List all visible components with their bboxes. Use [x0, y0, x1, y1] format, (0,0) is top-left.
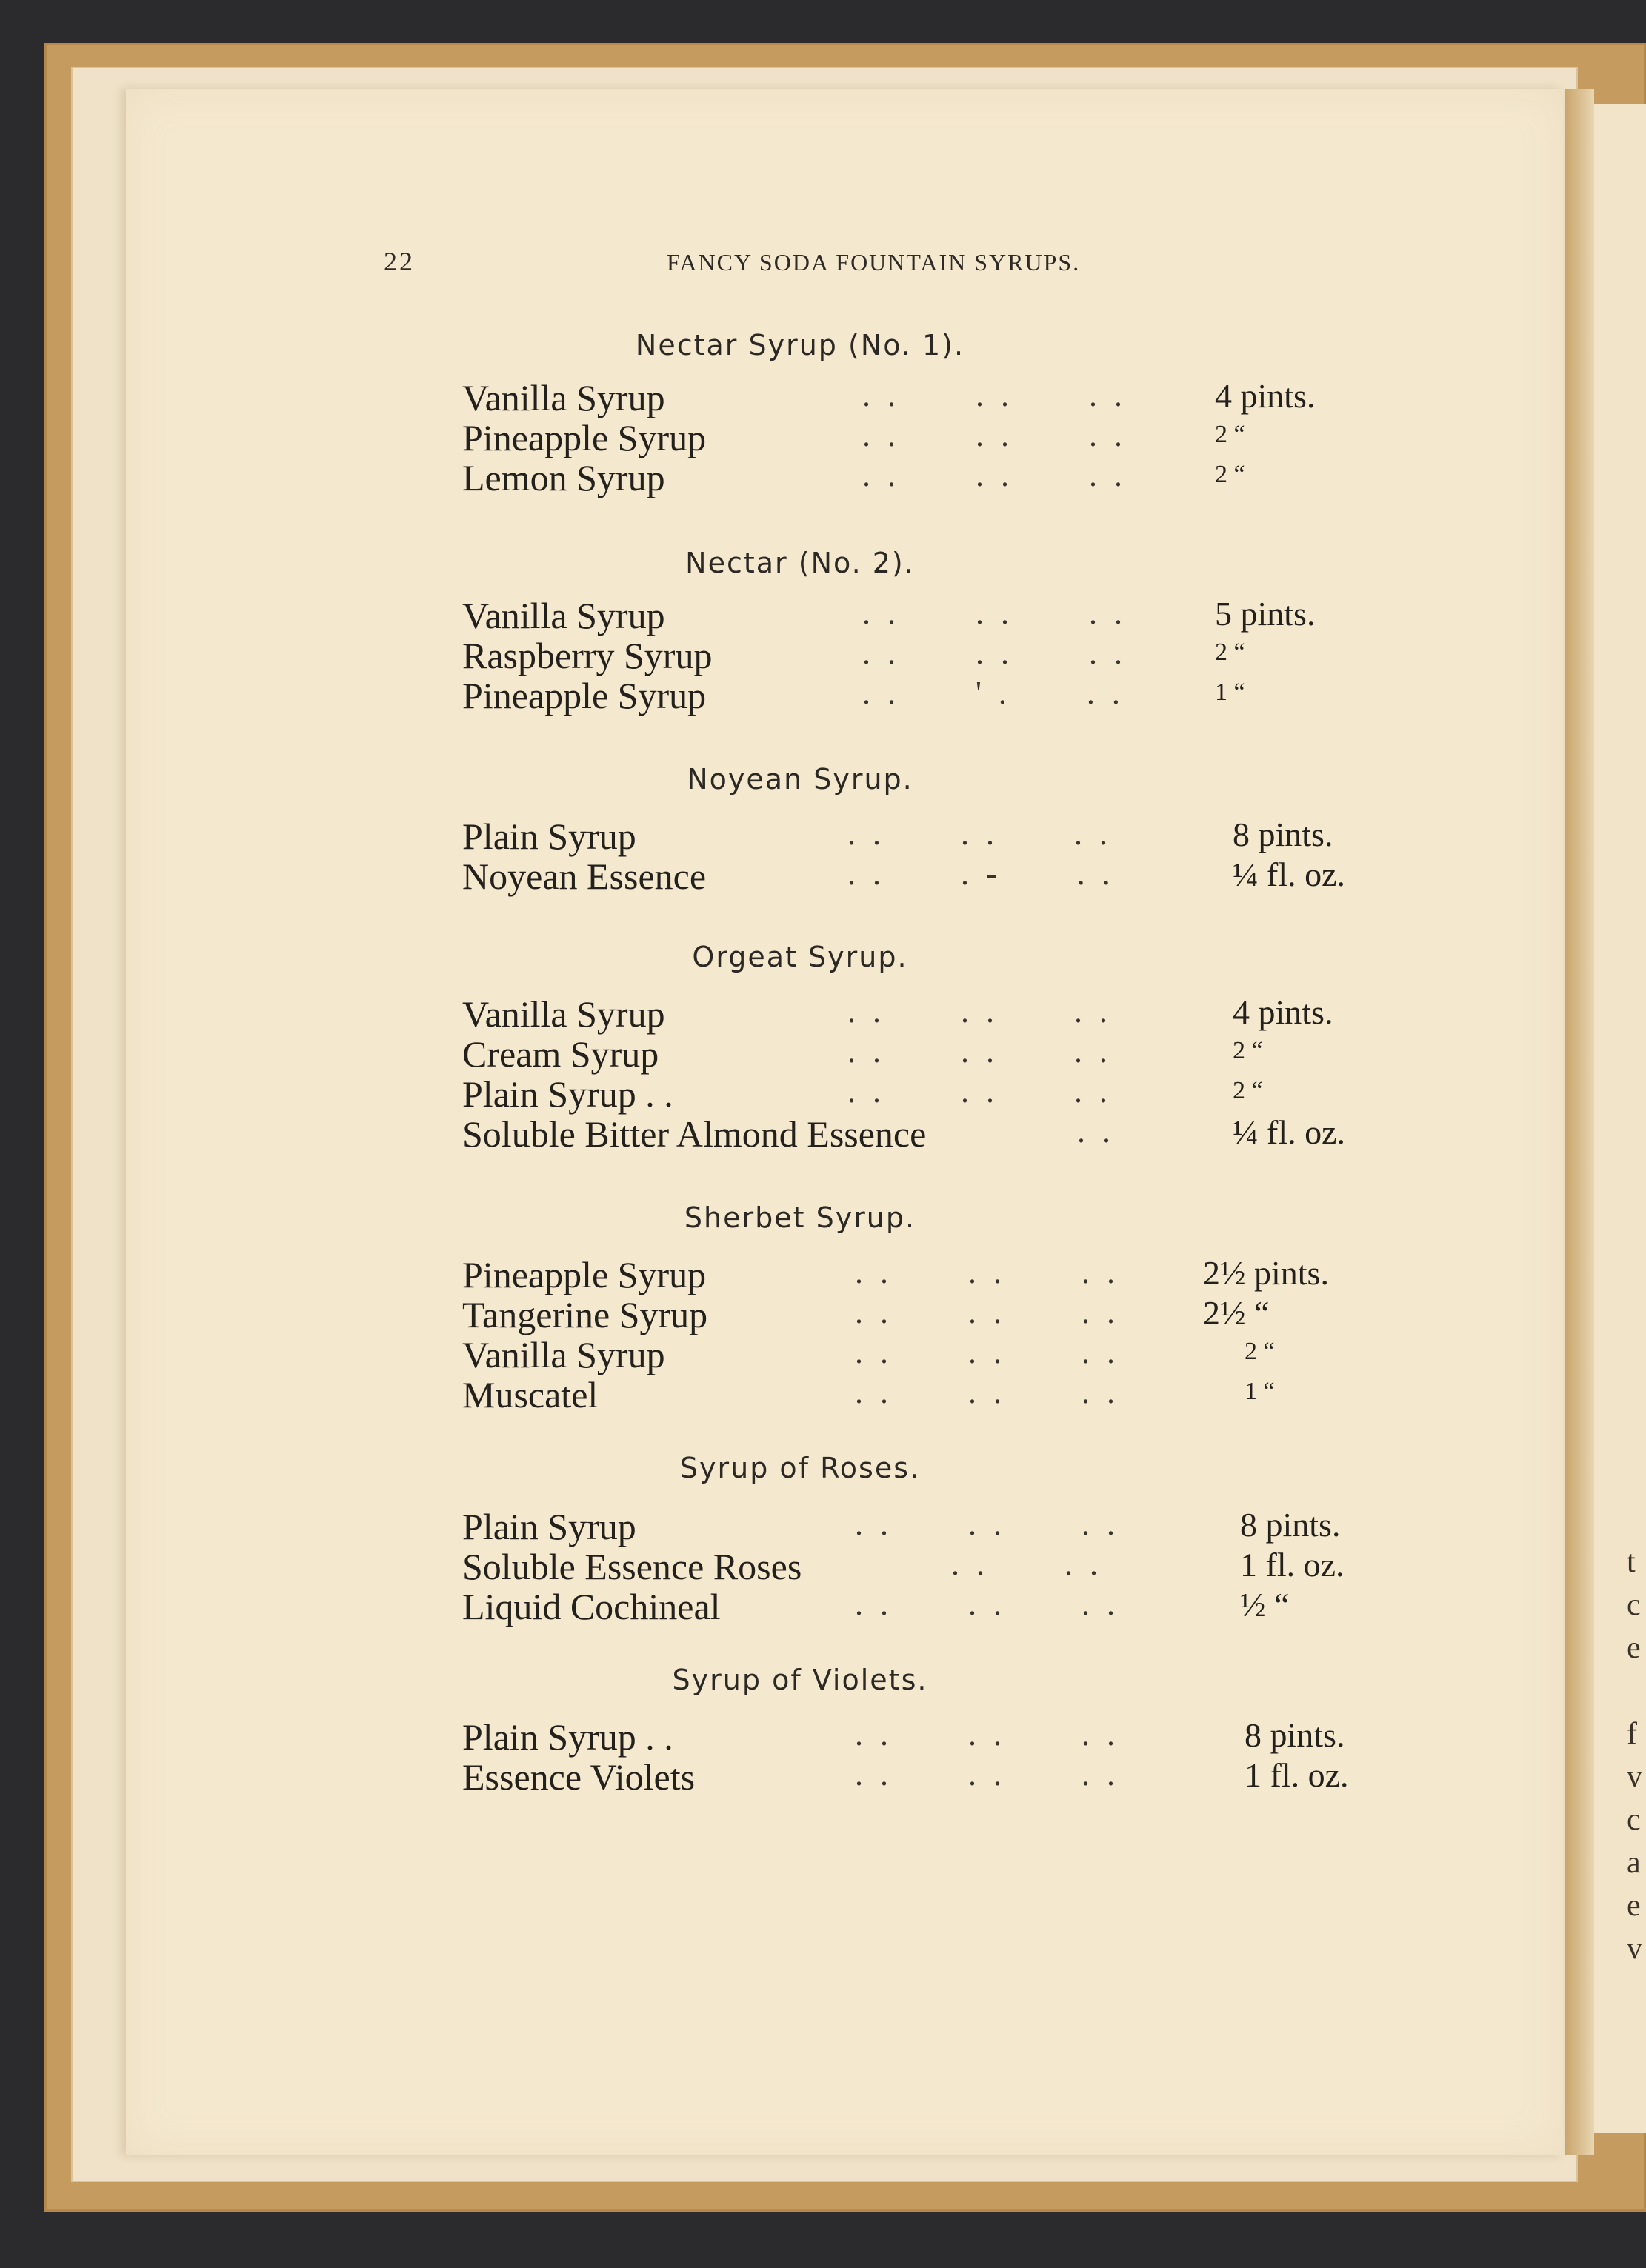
recipe-row: [462, 1755, 1381, 1798]
leader-dots: . . . . . .: [862, 635, 1127, 671]
leader-dots: . . . . . .: [847, 1073, 1112, 1110]
section-title: Orgeat Syrup.: [692, 941, 908, 973]
ingredient-quantity: 1 fl. oz.: [1245, 1756, 1349, 1794]
leader-dots: . . . - . .: [847, 855, 1115, 892]
recipe-row: [462, 1113, 1381, 1153]
ingredient-quantity: 2 “: [1233, 1037, 1263, 1064]
ingredient-quantity: 1 fl. oz.: [1240, 1546, 1345, 1584]
facing-page-text: t c e f v c a e v: [1627, 1545, 1642, 1966]
ingredient-name: Tangerine Syrup: [462, 1294, 708, 1335]
ingredient-quantity: 8 pints.: [1233, 816, 1333, 853]
ingredient-name: Pineapple Syrup: [462, 675, 707, 716]
leader-dots: . . . . . .: [855, 1506, 1119, 1542]
ingredient-name: Liquid Cochineal: [462, 1586, 721, 1627]
ingredient-name: Raspberry Syrup: [462, 635, 713, 676]
ingredient-quantity: ½ “: [1240, 1586, 1290, 1624]
leader-dots: . . . . . .: [847, 1033, 1112, 1070]
recipe-row: [462, 815, 1381, 855]
leader-dots: . . . .: [951, 1546, 1102, 1582]
ingredient-quantity: 4 pints.: [1233, 993, 1333, 1031]
ingredient-quantity: ¼ fl. oz.: [1233, 855, 1346, 893]
ingredient-quantity: 2 “: [1215, 461, 1245, 488]
recipe-row: [462, 634, 1381, 674]
ingredient-quantity: 4 pints.: [1215, 377, 1316, 415]
section-title: Syrup of Violets.: [672, 1664, 928, 1696]
ingredient-name: Plain Syrup: [462, 1506, 636, 1547]
recipe-row: [462, 1293, 1381, 1333]
page-header: [0, 246, 1646, 283]
leader-dots: . . . . . .: [855, 1756, 1119, 1792]
recipe-row: [462, 1545, 1381, 1585]
leader-dots: . . . . . .: [862, 457, 1127, 493]
ingredient-quantity: 5 pints.: [1215, 595, 1316, 633]
running-title: FANCY SODA FOUNTAIN SYRUPS.: [667, 249, 1081, 276]
ingredient-name: Cream Syrup: [462, 1033, 659, 1075]
ingredient-name: Plain Syrup: [462, 816, 636, 857]
leader-dots: . . . . . .: [855, 1716, 1119, 1752]
leader-dots: . . ' . . .: [862, 675, 1124, 711]
ingredient-name: Essence Violets: [462, 1756, 696, 1798]
ingredient-quantity: 2 “: [1233, 1077, 1263, 1104]
recipe-row: [462, 1253, 1381, 1293]
ingredient-quantity: 2 “: [1245, 1338, 1275, 1365]
recipe-row: [462, 1585, 1381, 1625]
recipe-row: [462, 1373, 1381, 1413]
ingredient-name: Vanilla Syrup: [462, 993, 665, 1035]
recipe-row: [462, 594, 1381, 634]
recipe-row: [462, 1715, 1381, 1758]
recipe-row: [462, 376, 1381, 416]
leader-dots: . . . . . .: [862, 595, 1127, 631]
leader-dots: . . . . . .: [862, 377, 1127, 413]
ingredient-quantity: 2 “: [1215, 421, 1245, 448]
leader-dots: . . . . . .: [855, 1334, 1119, 1370]
section-title: Syrup of Roses.: [679, 1452, 921, 1484]
recipe-row: [462, 416, 1381, 456]
ingredient-name: Muscatel: [462, 1374, 599, 1415]
leader-dots: . . . . . .: [847, 993, 1112, 1030]
ingredient-name: Soluble Bitter Almond Essence: [462, 1113, 927, 1155]
ingredient-quantity: ¼ fl. oz.: [1233, 1113, 1346, 1151]
ingredient-name: Noyean Essence: [462, 855, 707, 897]
ingredient-name: Plain Syrup . .: [462, 1073, 673, 1115]
ingredient-name: Lemon Syrup: [462, 457, 665, 498]
ingredient-quantity: 1 “: [1245, 1378, 1275, 1405]
section-title: Noyean Syrup.: [687, 763, 913, 796]
recipe-row: [462, 1505, 1381, 1545]
leader-dots: . .: [1077, 1113, 1115, 1150]
leader-dots: . . . . . .: [855, 1294, 1119, 1330]
page-number: 22: [384, 247, 415, 276]
ingredient-name: Pineapple Syrup: [462, 417, 707, 458]
ingredient-quantity: 2 “: [1215, 638, 1245, 666]
recipe-row: [462, 855, 1381, 895]
ingredient-quantity: 1 “: [1215, 678, 1245, 706]
ingredient-name: Vanilla Syrup: [462, 1334, 665, 1375]
section-title: Sherbet Syrup.: [684, 1201, 916, 1234]
leader-dots: . . . . . .: [855, 1254, 1119, 1290]
leader-dots: . . . . . .: [855, 1374, 1119, 1410]
recipe-row: [462, 993, 1381, 1033]
leader-dots: . . . . . .: [862, 417, 1127, 453]
leader-dots: . . . . . .: [847, 816, 1112, 852]
recipe-row: [462, 674, 1381, 714]
ingredient-name: Vanilla Syrup: [462, 377, 665, 418]
ingredient-quantity: 8 pints.: [1240, 1506, 1341, 1544]
ingredient-quantity: 8 pints.: [1245, 1716, 1345, 1754]
ingredient-quantity: 2½ “: [1203, 1294, 1270, 1332]
ingredient-name: Soluble Essence Roses: [462, 1546, 802, 1587]
recipe-row: [462, 456, 1381, 496]
ingredient-name: Plain Syrup . .: [462, 1716, 673, 1758]
ingredient-name: Pineapple Syrup: [462, 1254, 707, 1295]
section-title: Nectar Syrup (No. 1).: [635, 329, 965, 361]
recipe-row: [462, 1033, 1381, 1073]
recipe-row: [462, 1073, 1381, 1113]
ingredient-name: Vanilla Syrup: [462, 595, 665, 636]
recipe-row: [462, 1333, 1381, 1373]
leader-dots: . . . . . .: [855, 1586, 1119, 1622]
ingredient-quantity: 2½ pints.: [1203, 1254, 1329, 1292]
section-title: Nectar (No. 2).: [685, 547, 915, 579]
